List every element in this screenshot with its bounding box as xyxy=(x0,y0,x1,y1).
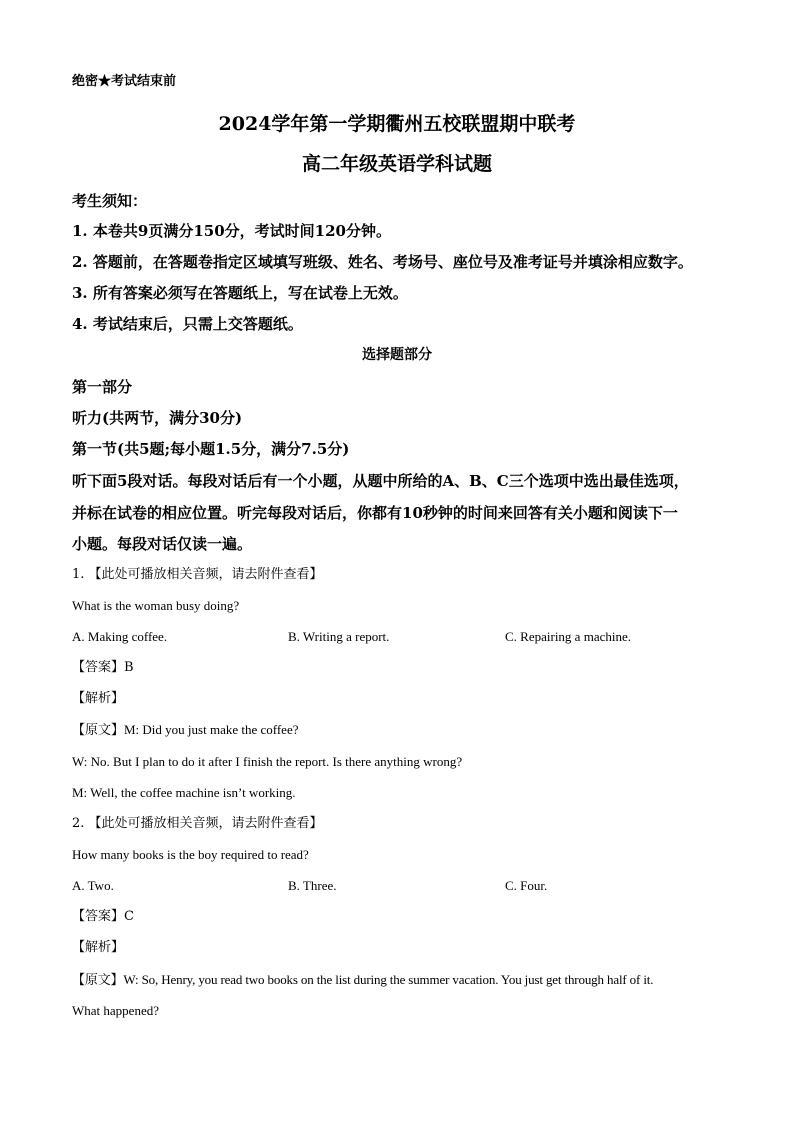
q1-audio-prompt[interactable]: 1. 【此处可播放相关音频，请去附件查看】 xyxy=(72,567,323,582)
q1-analysis: 【解析】 xyxy=(72,691,125,706)
exam-subtitle: 高二年级英语学科试题 xyxy=(301,153,492,175)
q2-transcript-line: 【原文】W: So, Henry, you read two books on the list during the summer vacation. You just get through half of it. xyxy=(72,972,654,987)
q1-option-b: B. Writing a report. xyxy=(288,629,390,644)
q2-analysis: 【解析】 xyxy=(72,940,125,955)
instruction-line: 听下面5段对话。每段对话后有一个小题，从题中所给的A、B、C三个选项中选出最佳选项， xyxy=(72,472,689,490)
q2-option-a: A. Two. xyxy=(72,878,114,893)
part-heading: 第一部分 xyxy=(72,378,133,396)
q2-audio-prompt[interactable]: 2. 【此处可播放相关音频，请去附件查看】 xyxy=(72,816,323,831)
notice-heading: 考生须知： xyxy=(72,192,148,210)
q1-question: What is the woman busy doing? xyxy=(72,598,240,613)
listening-heading: 听力(共两节，满分30分) xyxy=(72,409,243,427)
q1-option-a: A. Making coffee. xyxy=(72,629,168,644)
exam-title: 2024学年第一学期衢州五校联盟期中联考 xyxy=(218,113,576,135)
notice-item: 1. 本卷共9页满分150分，考试时间120分钟。 xyxy=(72,222,391,240)
confidential-label: 绝密★考试结束前 xyxy=(72,74,177,89)
q2-answer: 【答案】C xyxy=(72,909,134,924)
q2-transcript-line: What happened? xyxy=(72,1003,159,1018)
q1-transcript-line: 【原文】M: Did you just make the coffee? xyxy=(72,722,299,737)
q1-transcript-line: W: No. But I plan to do it after I finish the report. Is there anything wrong? xyxy=(72,754,463,769)
q2-option-b: B. Three. xyxy=(288,878,337,893)
section-label: 选择题部分 xyxy=(362,347,432,363)
subsection-heading: 第一节(共5题;每小题1.5分，满分7.5分) xyxy=(72,440,350,458)
instruction-line: 并标在试卷的相应位置。听完每段对话后，你都有10秒钟的时间来回答有关小题和阅读下一 xyxy=(72,504,678,522)
instruction-line: 小题。每段对话仅读一遍。 xyxy=(72,535,253,553)
q2-option-c: C. Four. xyxy=(505,878,548,893)
q2-question: How many books is the boy required to read? xyxy=(72,847,309,862)
notice-item: 3. 所有答案必须写在答题纸上，写在试卷上无效。 xyxy=(72,284,408,302)
notice-item: 2. 答题前，在答题卷指定区域填写班级、姓名、考场号、座位号及准考证号并填涂相应数字。 xyxy=(72,253,693,271)
notice-item: 4. 考试结束后，只需上交答题纸。 xyxy=(72,315,303,333)
q1-transcript-line: M: Well, the coffee machine isn’t working. xyxy=(72,785,296,800)
q1-answer: 【答案】B xyxy=(72,660,134,675)
q1-option-c: C. Repairing a machine. xyxy=(505,629,631,644)
